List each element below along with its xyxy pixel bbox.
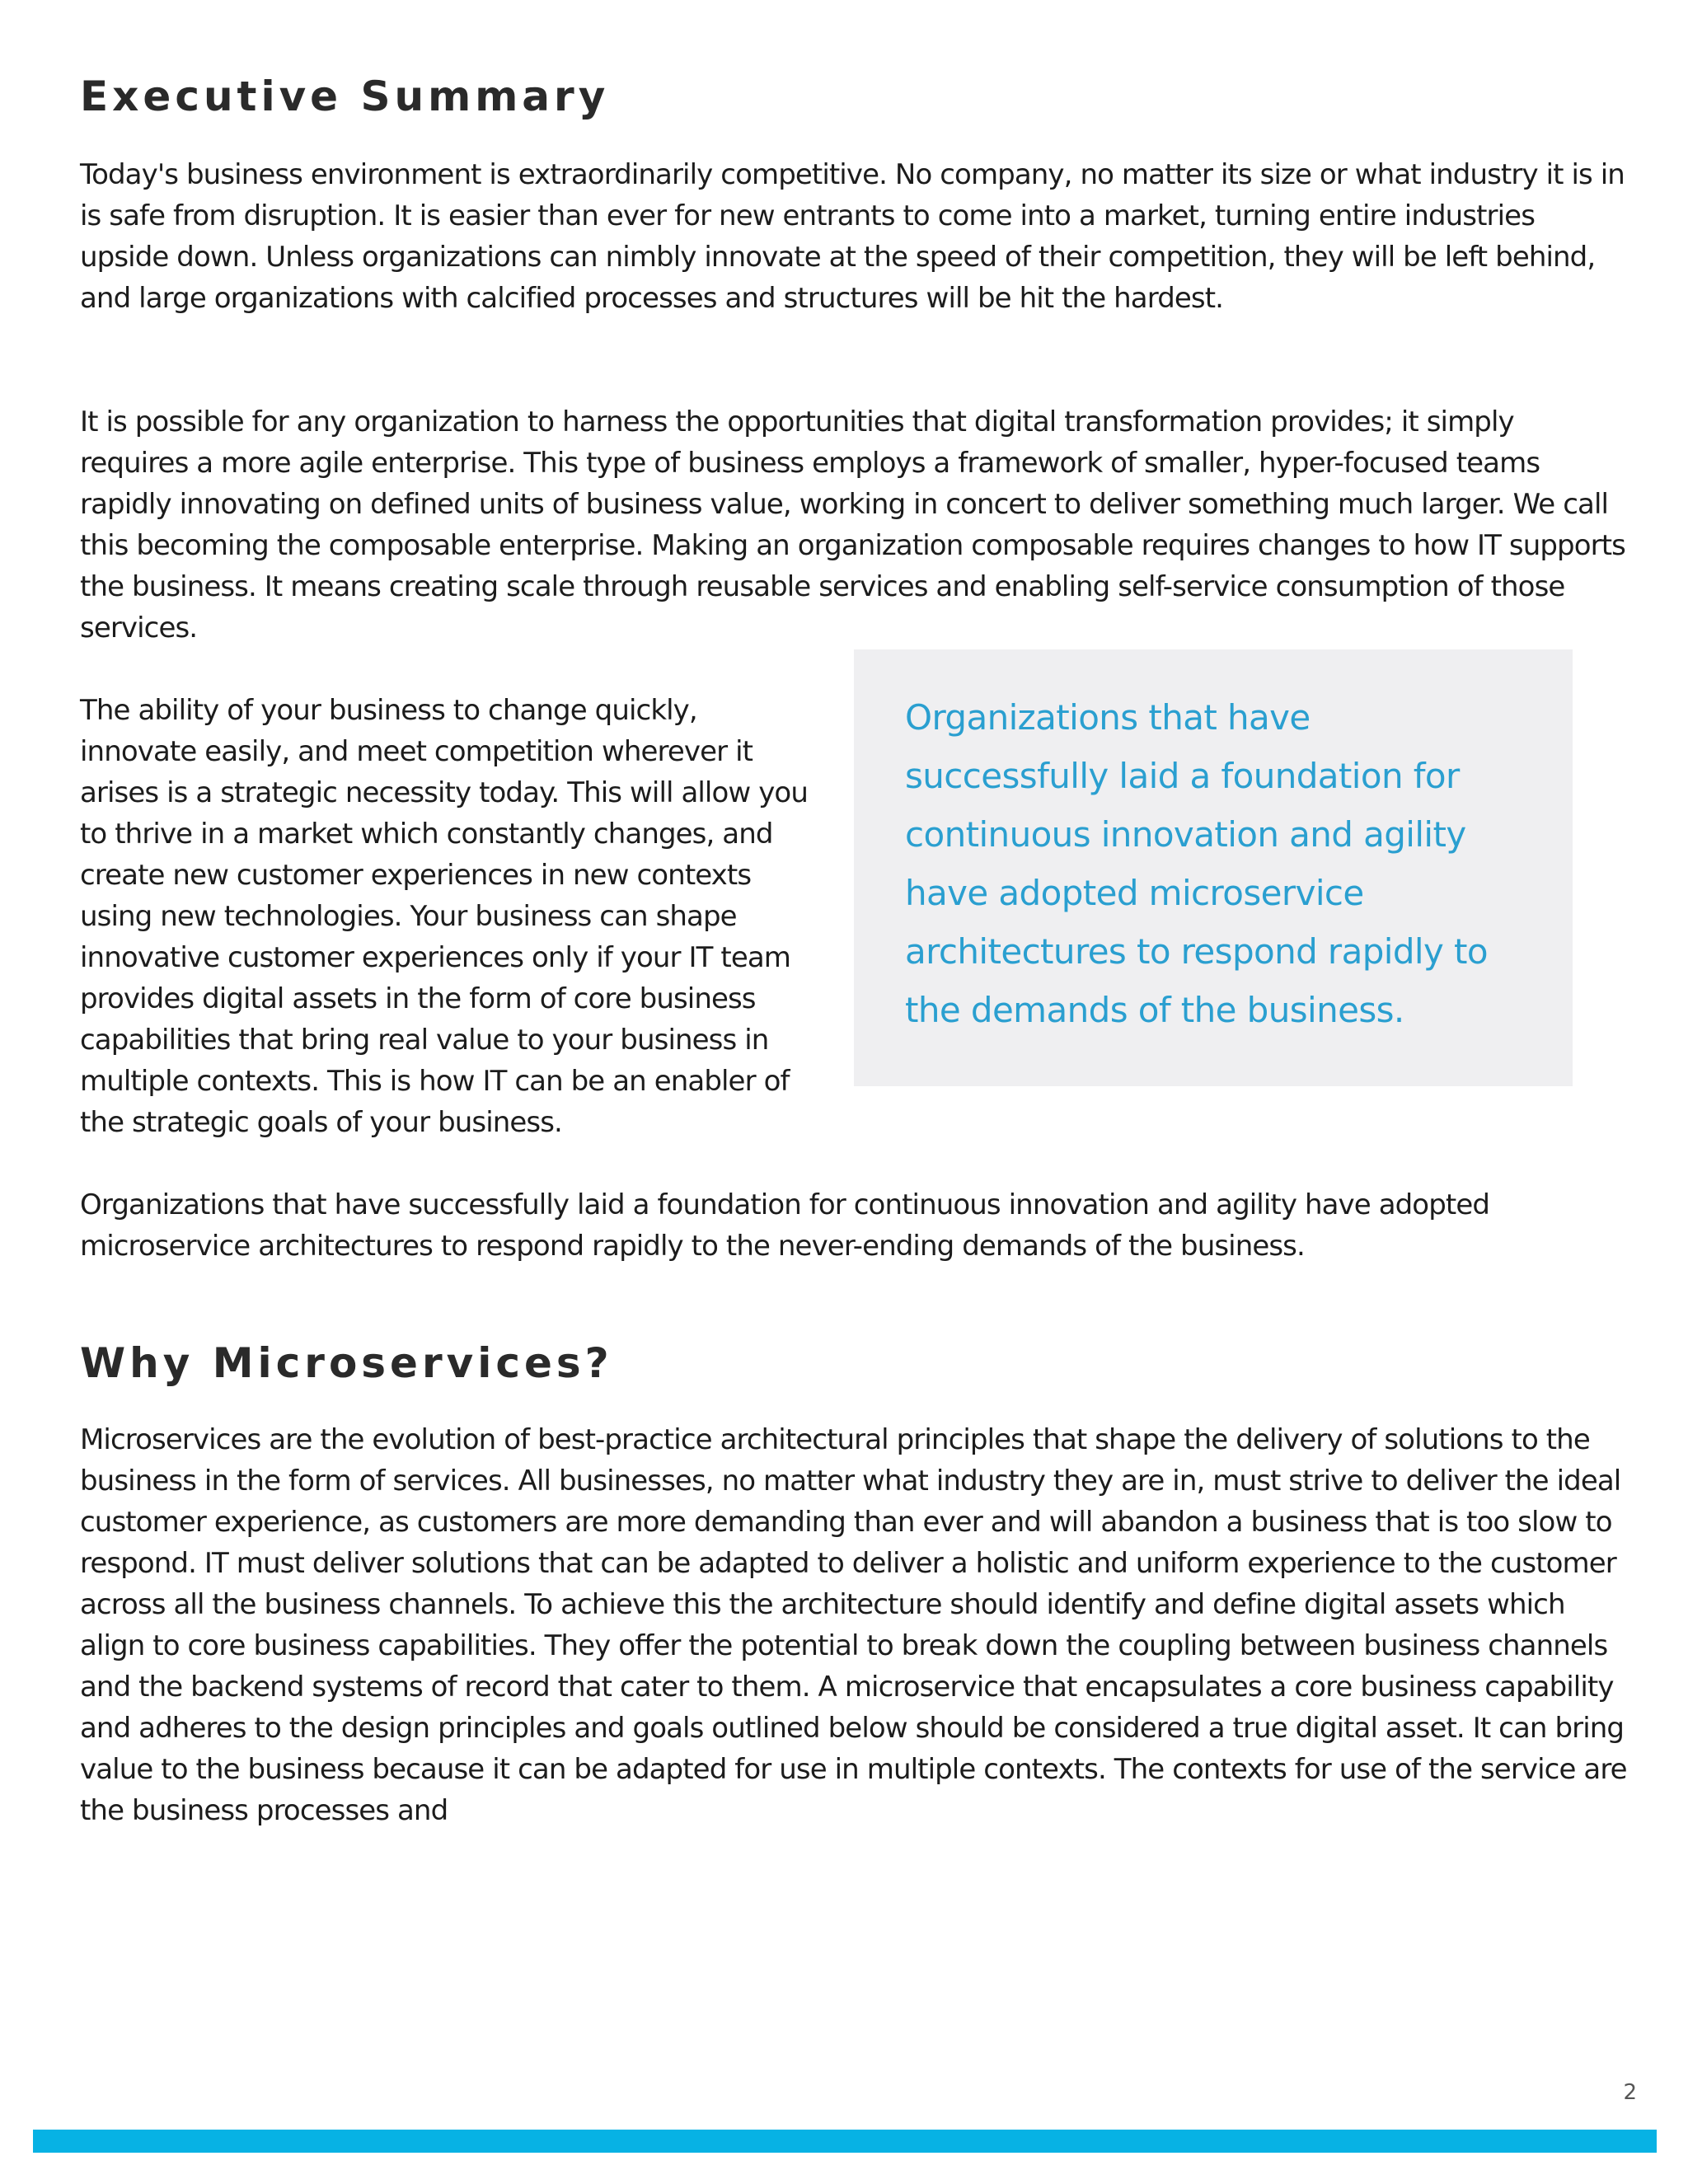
why-microservices-heading: Why Microservices? <box>80 1339 613 1387</box>
executive-summary-heading: Executive Summary <box>80 73 610 120</box>
executive-summary-paragraph-4: Organizations that have successfully laid a foundation for continuous innovation and agility have adopted microservice architectures to respond rapidly to the never-ending demands of the business. <box>80 1188 1490 1263</box>
pull-quote-box <box>854 649 1573 1086</box>
footer-accent-bar <box>33 2130 1657 2153</box>
page-number: 2 <box>1623 2080 1637 2105</box>
pull-quote-text: Organizations that have successfully laid a foundation for continuous innovation and agility have adopted microservice architectures to respond rapidly to the demands of the business. <box>905 697 1488 1030</box>
why-microservices-paragraph-1: Microservices are the evolution of best-practice architectural principles that shape the delivery of solutions to the business in the form of services. All businesses, no matter what industry they are in, must strive to deliver the ideal customer experience, as customers are more demanding than ever and will abandon a business that is too slow to respond. IT must deliver solutions that can be adapted to deliver a holistic and uniform experience to the customer across all the business channels. To achieve this the architecture should identify and define digital assets which align to core business capabilities. They offer the potential to break down the coupling between business channels and the backend systems of record that cater to them. A microservice that encapsulates a core business capability and adheres to the design principles and goals outlined below should be considered a true digital asset. It can bring value to the business because it can be adapted for use in multiple contexts. The contexts for use of the service are the business processes and <box>80 1423 1627 1827</box>
executive-summary-paragraph-3: The ability of your business to change quickly, innovate easily, and meet competition wherever it arises is a strategic necessity today. This will allow you to thrive in a market which constantly changes, and create new customer experiences in new contexts using new technologies. Your business can shape innovative customer experiences only if your IT team provides digital assets in the form of core business capabilities that bring real value to your business in multiple contexts. This is how IT can be an enabler of the strategic goals of your business. <box>80 694 808 1139</box>
executive-summary-paragraph-1: Today's business environment is extraordinarily competitive. No company, no matter its size or what industry it is in is safe from disruption. It is easier than ever for new entrants to come into a market, turning entire industries upside down. Unless organizations can nimbly innovate at the speed of their competition, they will be left behind, and large organizations with calcified processes and structures will be hit the hardest. <box>80 158 1625 315</box>
executive-summary-paragraph-2: It is possible for any organization to harness the opportunities that digital transformation provides; it simply requires a more agile enterprise. This type of business employs a framework of smaller, hyper-focused teams rapidly innovating on defined units of business value, working in concert to deliver something much larger. We call this becoming the composable enterprise. Making an organization composable requires changes to how IT supports the business. It means creating scale through reusable services and enabling self-service consumption of those services. <box>80 405 1625 644</box>
